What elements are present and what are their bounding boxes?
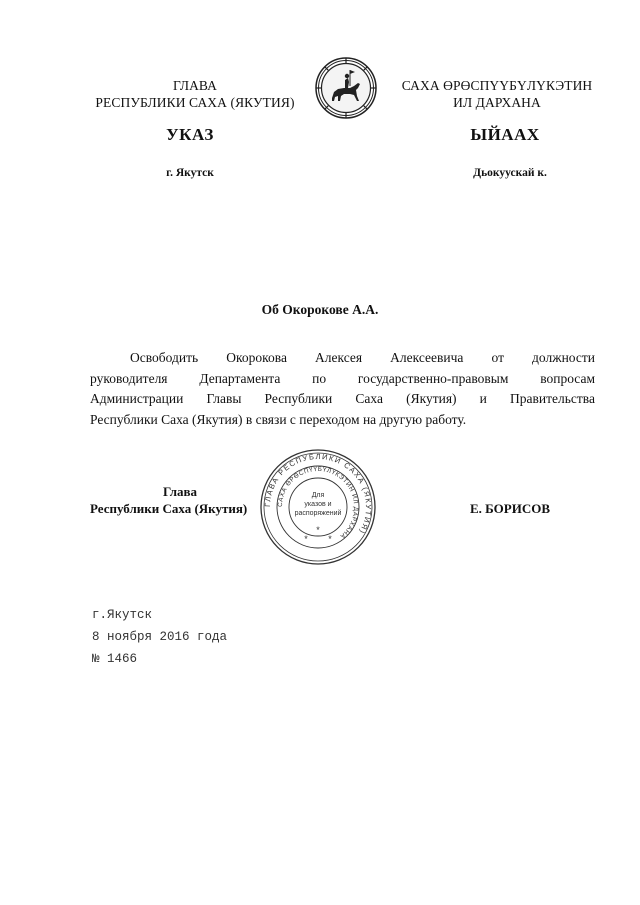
title-ukaz: УКАЗ	[166, 125, 214, 144]
footer-block	[92, 604, 392, 670]
signatory-name: Е. БОРИСОВ	[470, 501, 551, 516]
document-subject: Об Окорокове А.А.	[261, 302, 379, 317]
footer-date: 8 ноября 2016 года	[92, 630, 228, 644]
signature-title-line1: Глава	[162, 484, 198, 499]
header-left	[80, 77, 310, 111]
footer-number: № 1466	[92, 652, 138, 666]
city-right: Дьокуускай к.	[473, 167, 547, 179]
seal-center-line2: указов и	[304, 501, 332, 508]
body-paragraph	[90, 348, 595, 430]
header-right-line2: ИЛ ДАРХАНА	[453, 95, 541, 110]
seal-outer-ring-text: ГЛАВА РЕСПУБЛИКИ САХА (ЯКУТИЯ)	[262, 451, 374, 537]
title-yiyaakh: ЫЙААХ	[470, 125, 540, 144]
header-left-line2: РЕСПУБЛИКИ САХА (ЯКУТИЯ)	[95, 95, 295, 110]
svg-text:*: *	[304, 534, 308, 544]
coat-of-arms-emblem	[314, 56, 378, 120]
body-line: руководителя Департамента по государственно-правовым вопросам	[90, 370, 595, 386]
seal-inner-ring-text: САХА ӨРӨСПҮҮБҮЛҮКЭТИН ИЛ ДАРХАНА	[276, 465, 360, 540]
city-left: г. Якутск	[166, 167, 214, 179]
body-line: Республики Саха (Якутия) в связи с переходом на другую работу.	[90, 411, 467, 427]
official-seal-stamp	[258, 447, 378, 567]
svg-text:*: *	[316, 525, 320, 535]
body-line: Освободить Окорокова Алексея Алексеевича от должности	[130, 350, 595, 365]
svg-text:*: *	[328, 534, 332, 544]
header-left-line1: ГЛАВА	[172, 78, 218, 93]
body-line: Администрации Главы Республики Саха (Якутия) и Правительства	[90, 391, 595, 406]
signature-title-line2: Республики Саха (Якутия)	[90, 501, 248, 516]
seal-center-line3: распоряжений	[294, 510, 342, 517]
footer-city: г.Якутск	[92, 608, 153, 622]
header-right	[382, 77, 612, 111]
seal-center-line1: Для	[311, 492, 325, 499]
header-right-line1: САХА ӨРӨСПҮҮБҮЛҮКЭТИН	[401, 78, 593, 93]
